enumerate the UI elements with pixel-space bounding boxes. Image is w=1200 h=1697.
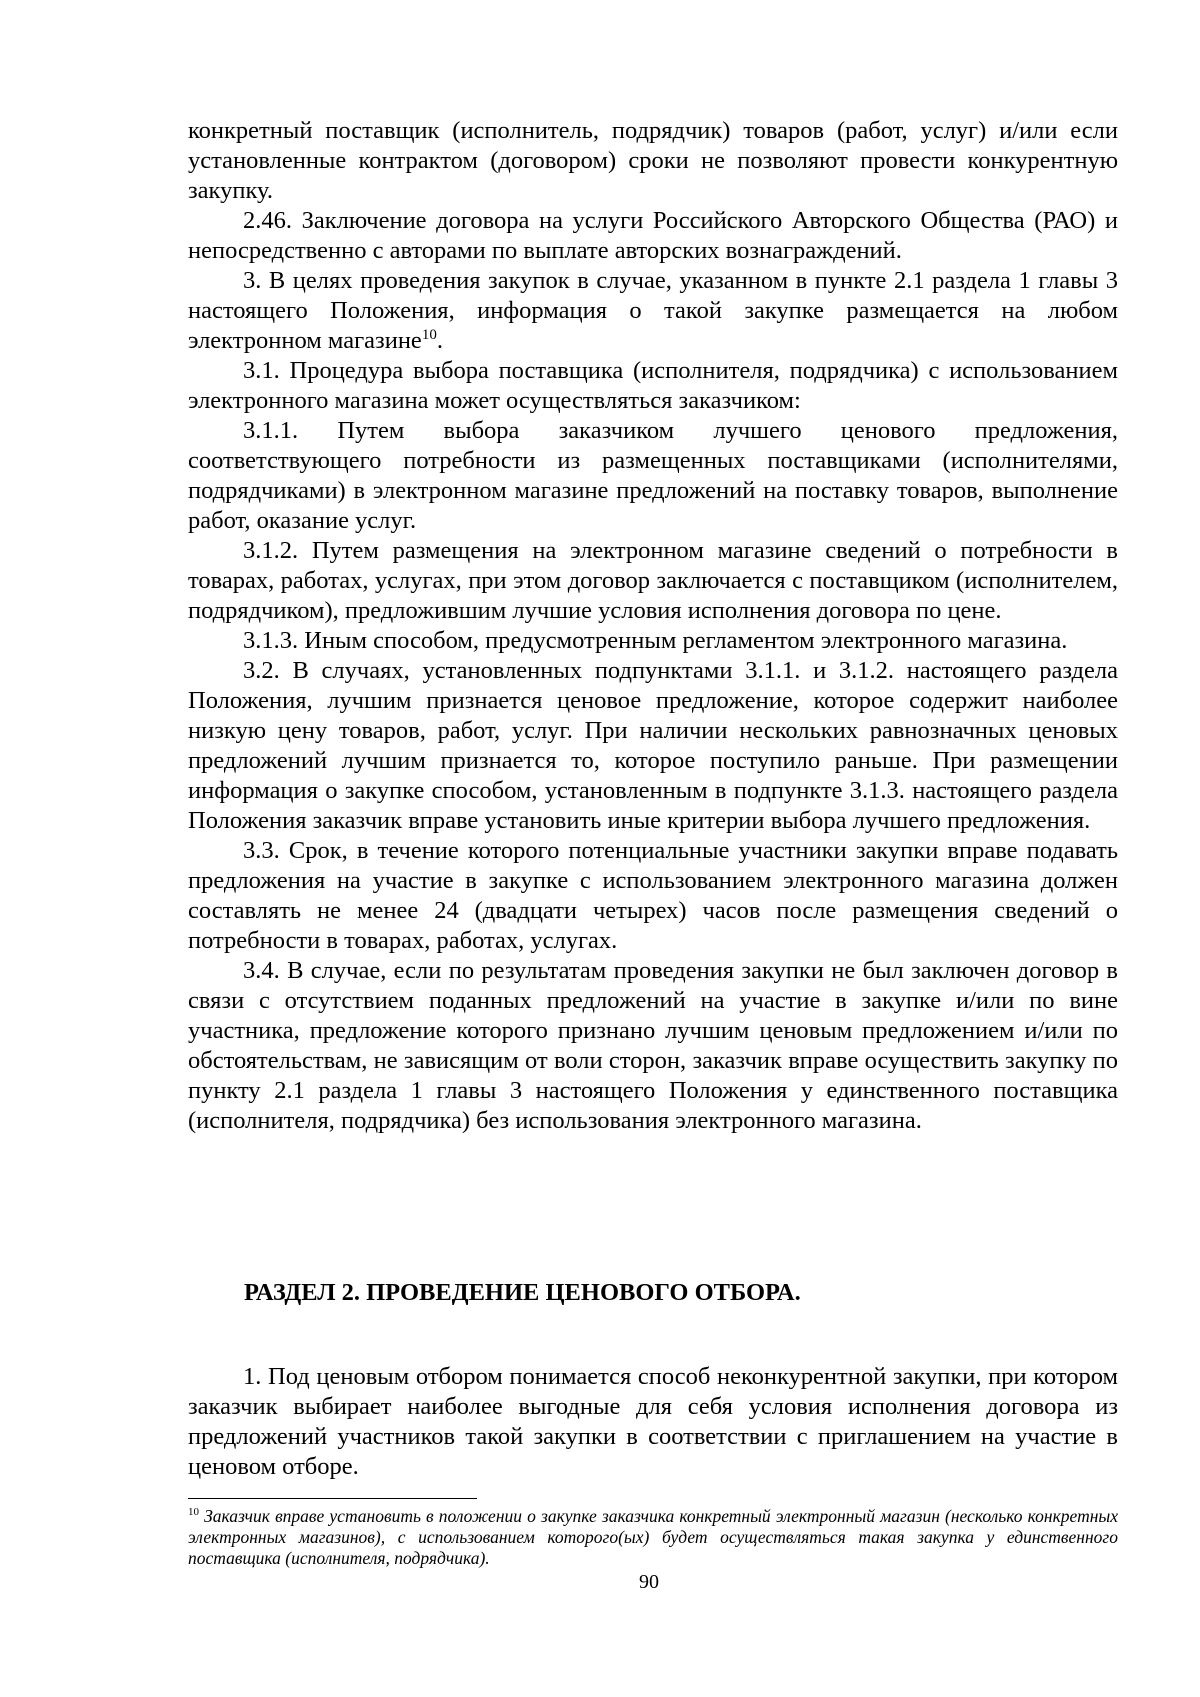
paragraph-2-46: 2.46. Заключение договора на услуги Российского Авторского Общества (РАО) и непосредственно с авторами по выплате авторских вознаграждений.	[188, 207, 1118, 264]
paragraph-3-1-1: 3.1.1. Путем выбора заказчиком лучшего ценового предложения, соответствующего потребности из размещенных поставщиками (исполнителями, подрядчиками) в электронном магазине предложений на поставку товаров, выполнение работ, оказание услуг.	[188, 417, 1118, 534]
footnote-reference: 10	[421, 326, 437, 343]
paragraph-3-3: 3.3. Срок, в течение которого потенциальные участники закупки вправе подавать предложения на участие в закупке с использованием электронного магазина должен составлять не менее 24 (двадцати четырех) часов после размещения сведений о потребности в товарах, работах, услугах.	[188, 837, 1118, 954]
footnote	[188, 1506, 1118, 1569]
section-body-text	[188, 1362, 1118, 1482]
page-number: 90	[639, 1571, 659, 1593]
main-body-text	[188, 116, 1118, 1136]
paragraph-3-1-3: 3.1.3. Иным способом, предусмотренным регламентом электронного магазина.	[243, 627, 1068, 654]
footnote-number: 10	[188, 1506, 199, 1519]
paragraph-3-trailing-period: .	[436, 327, 443, 354]
footnote-divider	[188, 1498, 477, 1499]
paragraph-continuation: конкретный поставщик (исполнитель, подрядчик) товаров (работ, услуг) и/или если установленные контрактом (договором) сроки не позволяют провести конкурентную закупку.	[188, 117, 1118, 204]
paragraph-3	[188, 266, 1118, 356]
paragraph-3-2: 3.2. В случаях, установленных подпунктами 3.1.1. и 3.1.2. настоящего раздела Положения, лучшим признается ценовое предложение, которое содержит наиболее низкую цену товаров, работ, услуг. При наличии нескольких равнозначных ценовых предложений лучшим признается то, которое поступило раньше. При размещении информация о закупке способом, установленным в подпункте 3.1.3. настоящего раздела Положения заказчик вправе установить иные критерии выбора лучшего предложения.	[188, 657, 1118, 834]
paragraph-3-4: 3.4. В случае, если по результатам проведения закупки не был заключен договор в связи с отсутствием поданных предложений на участие в закупке и/или по вине участника, предложение которого признано лучшим ценовым предложением и/или по обстоятельствам, не зависящим от воли сторон, заказчик вправе осуществить закупку по пункту 2.1 раздела 1 главы 3 настоящего Положения у единственного поставщика (исполнителя, подрядчика) без использования электронного магазина.	[188, 957, 1118, 1134]
paragraph-3-1-2: 3.1.2. Путем размещения на электронном магазине сведений о потребности в товарах, работах, услугах, при этом договор заключается с поставщиком (исполнителем, подрядчиком), предложившим лучшие условия исполнения договора по цене.	[188, 537, 1118, 624]
footnote-text: Заказчик вправе установить в положении о закупке заказчика конкретный электронный магазин (несколько конкретных электронных магазинов), с использованием которого(ых) будет осуществляться такая закупка у единственного поставщика (исполнителя, подрядчика).	[188, 1506, 1119, 1568]
paragraph-3-1: 3.1. Процедура выбора поставщика (исполнителя, подрядчика) с использованием электронного магазина может осуществляться заказчиком:	[188, 357, 1118, 414]
paragraph-3-text: 3. В целях проведения закупок в случае, указанном в пункте 2.1 раздела 1 главы 3 настоящего Положения, информация о такой закупке размещается на любом электронном магазине	[188, 267, 1118, 354]
section-paragraph-1: 1. Под ценовым отбором понимается способ неконкурентной закупки, при котором заказчик выбирает наиболее выгодные для себя условия исполнения договора из предложений участников такой закупки в соответствии с приглашением на участие в ценовом отборе.	[188, 1363, 1118, 1480]
section-heading: РАЗДЕЛ 2. ПРОВЕДЕНИЕ ЦЕНОВОГО ОТБОРА.	[244, 1279, 801, 1306]
